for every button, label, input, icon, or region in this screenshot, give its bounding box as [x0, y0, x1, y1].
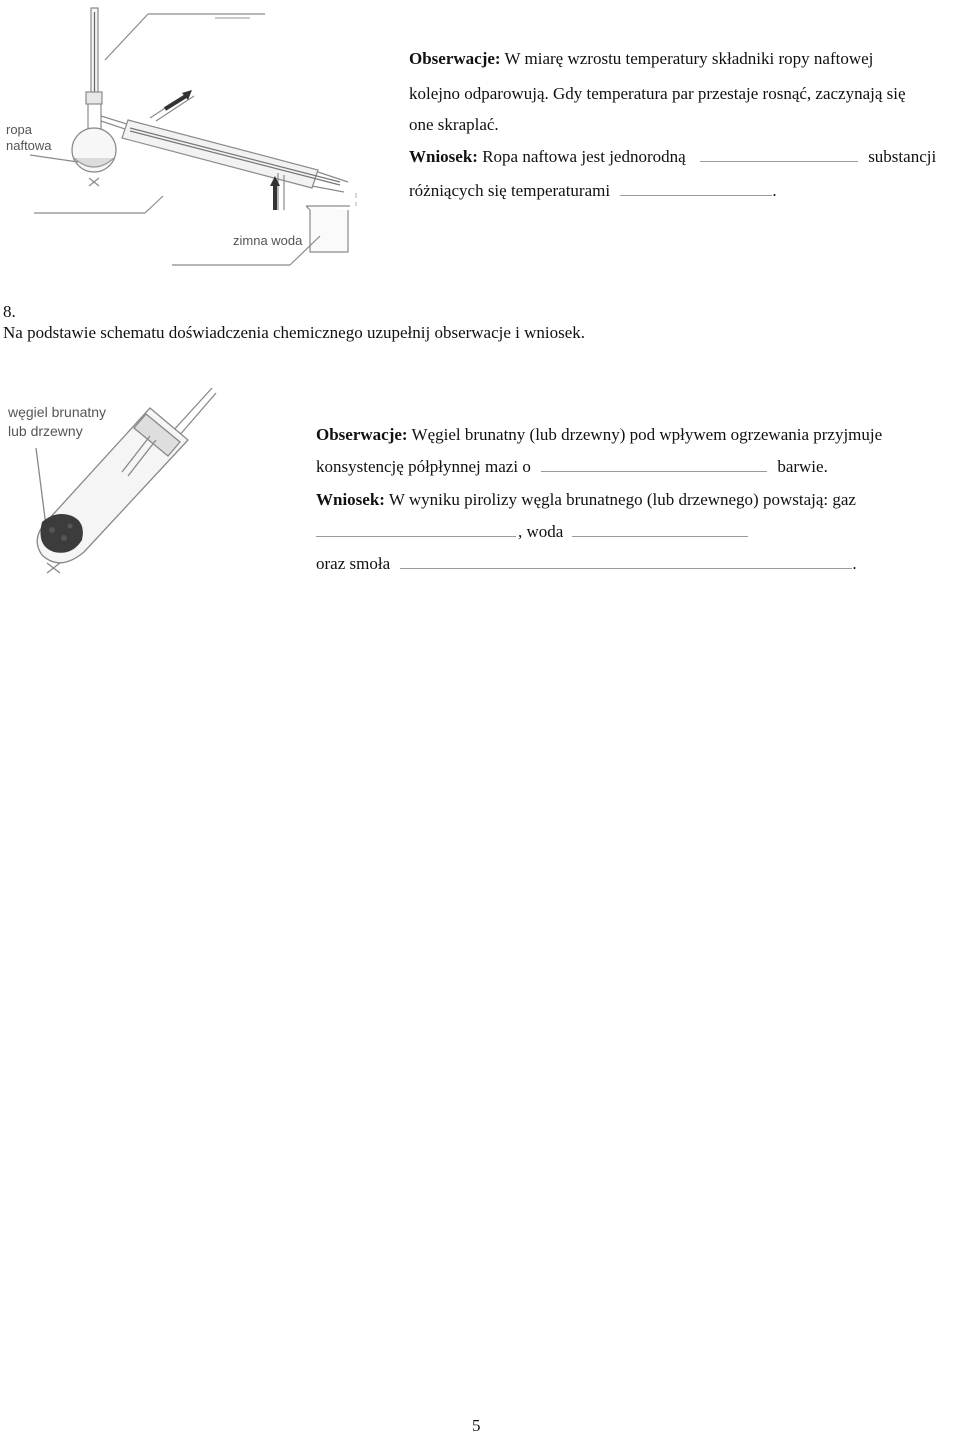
conclusion-8-line-2 — [316, 516, 748, 548]
blank-water[interactable] — [572, 520, 748, 537]
task-number: 8. — [3, 302, 16, 321]
conclusion-1-text-1b: substancji — [868, 147, 937, 166]
conclusion-8-line-3 — [316, 548, 857, 580]
page-number: 5 — [472, 1416, 481, 1435]
test-tube-diagram — [0, 380, 230, 580]
conclusion-1-line-1 — [409, 141, 936, 173]
conclusion-1-label: Wniosek: — [409, 147, 478, 166]
blank-color[interactable] — [541, 455, 767, 472]
conclusion-1-text-1a: Ropa naftowa jest jednorodną — [482, 147, 686, 166]
observation-1-line-2: kolejno odparowują. Gdy temperatura par przestaje rosnąć, zaczynają się — [409, 84, 906, 103]
blank-substance-type[interactable] — [700, 145, 858, 162]
observation-8-line-1 — [316, 419, 882, 451]
observation-8-text-1: Węgiel brunatny (lub drzewny) pod wpływem ogrzewania przyjmuje — [411, 425, 883, 444]
conclusion-1-line-2 — [409, 175, 777, 207]
observation-8-text-2b: barwie. — [777, 457, 828, 476]
observation-8-text-2a: konsystencję półpłynnej mazi o — [316, 457, 531, 476]
blank-temperature-type[interactable] — [620, 179, 772, 196]
observation-1-line-1 — [409, 43, 873, 75]
conclusion-8-text-2a: , woda — [518, 522, 564, 541]
observation-1-label: Obserwacje: — [409, 49, 501, 68]
conclusion-1-text-2b: . — [772, 181, 777, 200]
diagram-label-oil-1: ropa — [6, 122, 33, 137]
conclusion-8-text-1: W wyniku pirolizy węgla brunatnego (lub drzewnego) powstają: gaz — [388, 490, 856, 509]
conclusion-8-text-3a: oraz smoła — [316, 554, 391, 573]
tube-label-1: węgiel brunatny — [8, 404, 107, 420]
distillation-diagram — [0, 0, 370, 280]
tube-label-2: lub drzewny — [8, 423, 83, 439]
conclusion-8-line-1 — [316, 484, 856, 516]
diagram-label-water: zimna woda — [233, 233, 303, 248]
observation-8-label: Obserwacje: — [316, 425, 408, 444]
observation-1-text-1: W miarę wzrostu temperatury składniki ropy naftowej — [504, 49, 874, 68]
conclusion-8-label: Wniosek: — [316, 490, 385, 509]
conclusion-1-text-2a: różniących się temperaturami — [409, 181, 611, 200]
conclusion-8-text-3b: . — [852, 554, 857, 573]
observation-1-line-3: one skraplać. — [409, 115, 499, 134]
blank-gas[interactable] — [316, 520, 516, 537]
blank-tar[interactable] — [400, 552, 852, 569]
observation-8-line-2 — [316, 451, 828, 483]
diagram-label-oil-2: naftowa — [6, 138, 52, 153]
task-instruction: Na podstawie schematu doświadczenia chemicznego uzupełnij obserwacje i wniosek. — [3, 323, 586, 342]
